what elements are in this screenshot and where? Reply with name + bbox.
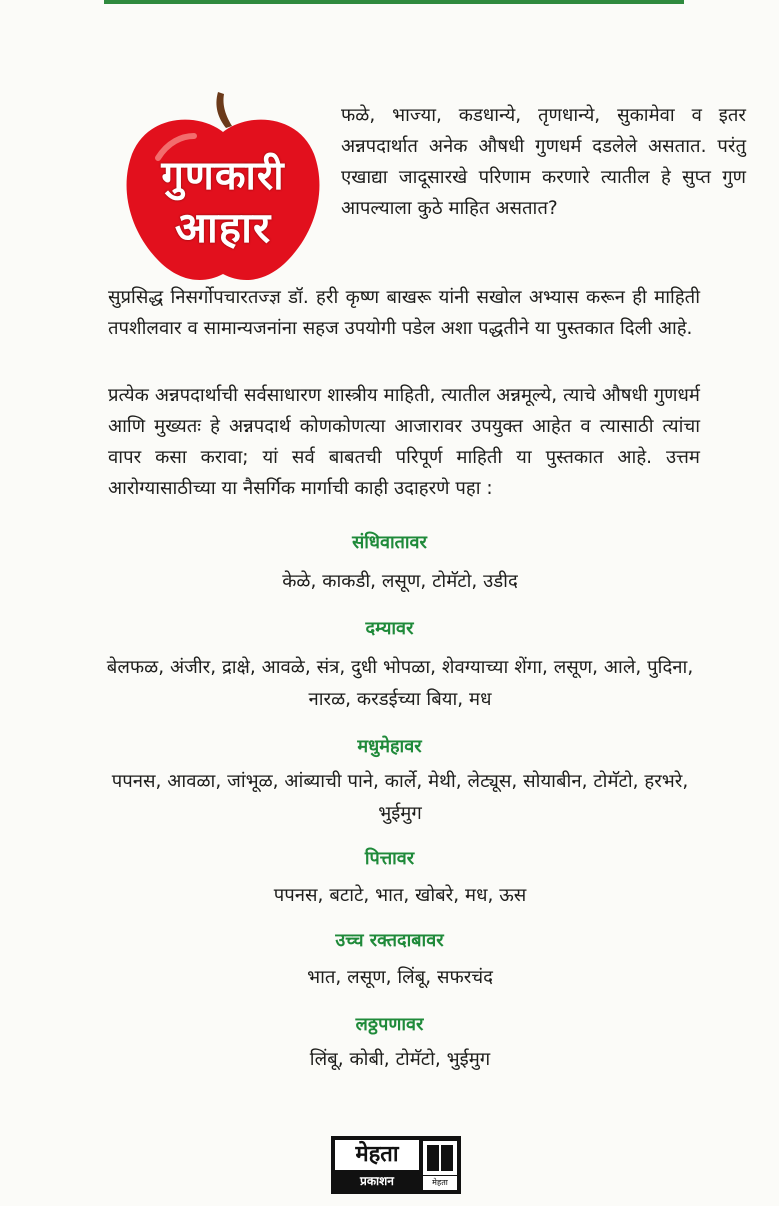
section-items-acidity: पपनस, बटाटे, भात, खोबरे, मध, ऊस — [273, 885, 527, 906]
publisher-mini-label: मेहता — [423, 1176, 457, 1190]
section-items-blood-pressure: भात, लसूण, लिंबू, सफरचंद — [307, 967, 493, 988]
intro-text: फळे, भाज्या, कडधान्ये, तृणधान्ये, सुकामेवा व इतर अन्नपदार्थात अनेक औषधी गुणधर्म दडलेले असतात. परंतु एखाद्या जादूसारखे परिणाम करणारे त्यातील हे सुप्त गुण आपल्याला कुठे माहित असतात? — [341, 105, 746, 219]
logo-title-line-1: गुणकारी — [161, 153, 285, 199]
publisher-logo — [331, 1136, 461, 1194]
section-heading-obesity: लठ्ठपणावर — [355, 1014, 424, 1035]
section-heading-arthritis: संधिवातावर — [352, 532, 427, 553]
section-items-obesity: लिंबू, कोबी, टोमॅटो, भुईमुग — [309, 1049, 491, 1070]
section-heading-diabetes: मधुमेहावर — [357, 736, 422, 757]
section-heading-asthma: दम्यावर — [365, 618, 414, 639]
book-icon — [423, 1141, 457, 1175]
content-paragraph: प्रत्येक अन्नपदार्थाची सर्वसाधारण शास्त्रीय माहिती, त्यातील अन्नमूल्ये, त्याचे औषधी गुणधर्म आणि मुख्यतः हे अन्नपदार्थ कोणकोणत्या आजारावर उपयुक्त आहेत व त्यासाठी त्यांचा वापर कसा करावा; यां सर्व बाबतची परिपूर्ण माहिती या पुस्तकात आहे. उत्तम आरोग्यासाठीच्या या नैसर्गिक मार्गाची काही उदाहरणे पहा : — [108, 385, 700, 499]
book-title-logo — [118, 88, 328, 288]
section-items-diabetes: पपनस, आवळा, जांभूळ, आंब्याची पाने, कार्ले, मेथी, लेट्यूस, सोयाबीन, टोमॅटो, हरभरे, भुईमुग — [111, 771, 689, 824]
section-heading-blood-pressure: उच्च रक्तदाबावर — [335, 930, 444, 951]
publisher-name: मेहता — [335, 1140, 419, 1170]
publisher-sub: प्रकाशन — [335, 1172, 419, 1190]
top-green-band — [104, 0, 684, 4]
section-items-asthma: बेलफळ, अंजीर, द्राक्षे, आवळे, संत्र, दुधी भोपळा, शेवग्याच्या शेंगा, लसूण, आले, पुदिना, नारळ, करडईच्या बिया, मध — [106, 657, 694, 710]
logo-title-line-2: आहार — [174, 203, 272, 252]
section-heading-acidity: पित्तावर — [364, 848, 415, 869]
author-paragraph: सुप्रसिद्ध निसर्गोपचारतज्ज्ञ डॉ. हरी कृष्ण बाखरू यांनी सखोल अभ्यास करून ही माहिती तपशीलवार व सामान्यजनांना सहज उपयोगी पडेल अशा पद्धतीने या पुस्तकात दिली आहे. — [108, 287, 700, 339]
section-items-arthritis: केळे, काकडी, लसूण, टोमॅटो, उडीद — [282, 571, 518, 592]
